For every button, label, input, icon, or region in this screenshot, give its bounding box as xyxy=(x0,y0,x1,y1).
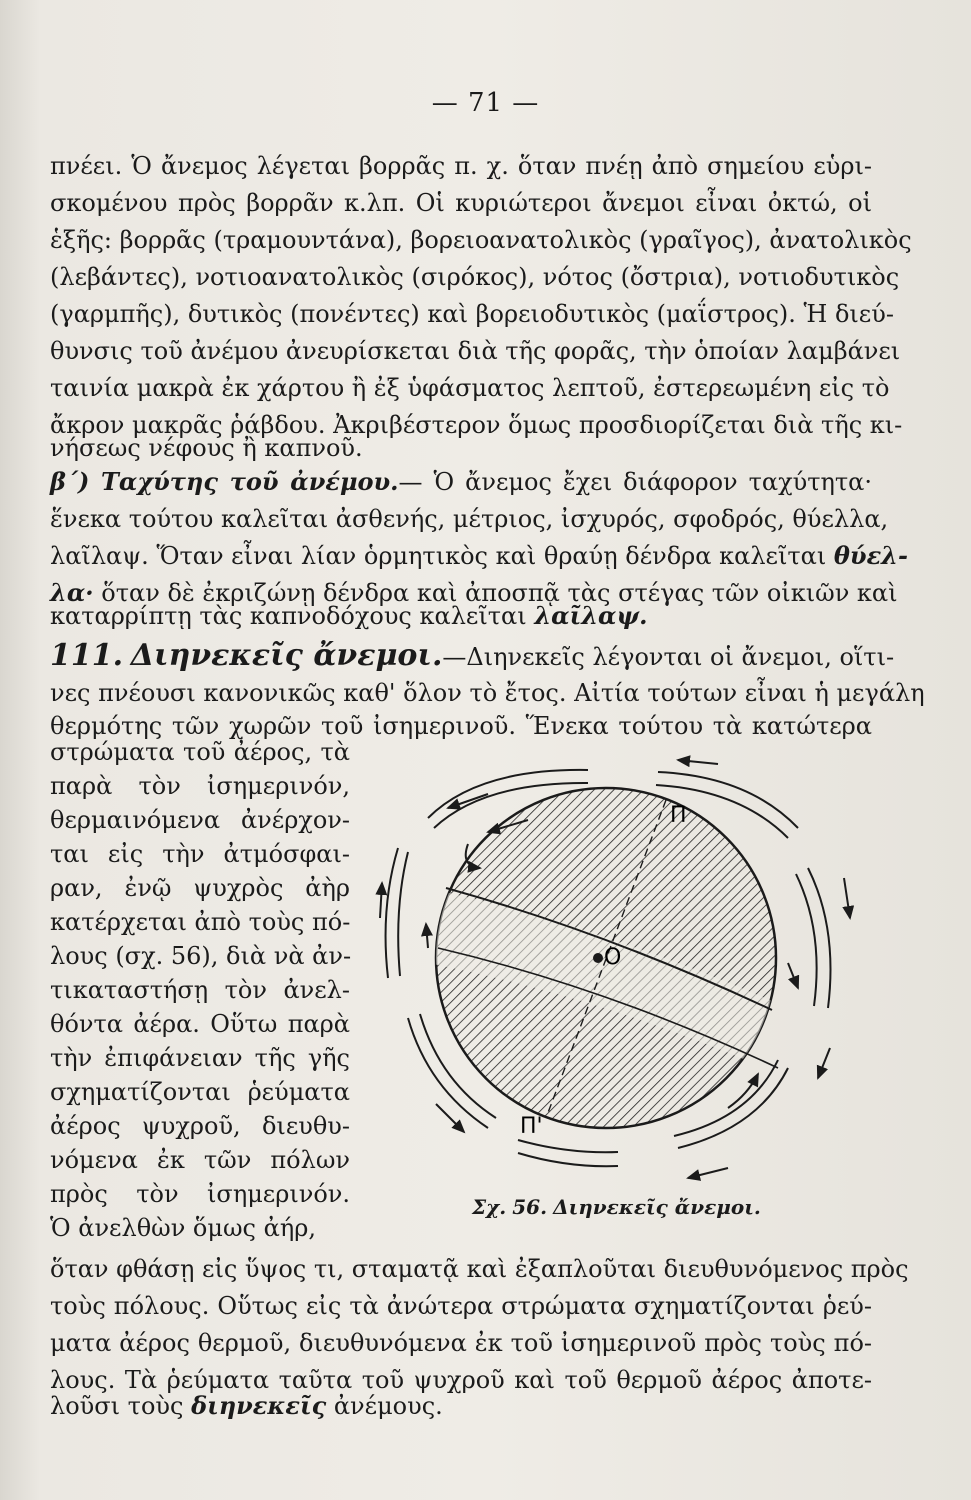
narrow-line: θόντα ἀέρα. Οὕτω παρὰ xyxy=(50,1010,350,1038)
narrow-line: κατέρχεται ἀπὸ τοὺς πό- xyxy=(50,908,351,936)
narrow-line: σχηματίζονται ῥεύματα xyxy=(50,1078,350,1106)
speed-line-3: λαῖλαψ. Ὅταν εἶναι λίαν ὁρμητικὸς καὶ θραύῃ δένδρα καλεῖται θύελ- xyxy=(50,541,908,570)
label-south: Π' xyxy=(520,1114,543,1139)
text-line: ταινία μακρὰ ἐκ χάρτου ἢ ἐξ ὑφάσματος λεπτοῦ, ἐστερεωμένη εἰς τὸ xyxy=(50,374,890,402)
narrow-line: ται εἰς τὴν ἀτμόσφαι- xyxy=(50,840,350,868)
speed-line-5: καταρρίπτῃ τὰς καπνοδόχους καλεῖται λαῖλαψ. xyxy=(50,601,648,630)
narrow-line: τικαταστήσῃ τὸν ἀνελ- xyxy=(50,976,350,1004)
text-line: θυνσις τοῦ ἀνέμου ἀνευρίσκεται διὰ τῆς φορᾶς, τὴν ὁποίαν λαμβάνει xyxy=(50,337,901,365)
text-line: σκομένου πρὸς βορρᾶν κ.λπ. Οἱ κυριώτεροι ἄνεμοι εἶναι ὀκτώ, οἱ xyxy=(50,189,872,217)
wind-circulation-diagram xyxy=(368,748,888,1188)
section-heading-line: 111. Διηνεκεῖς ἄνεμοι.—Διηνεκεῖς λέγονται οἱ ἄνεμοι, οἵτι- xyxy=(50,638,895,673)
text-line: ὅταν φθάσῃ εἰς ὕψος τι, σταματᾷ καὶ ἐξαπλοῦται διευθυνόμενος πρὸς xyxy=(50,1255,909,1283)
section-title: Διηνεκεῖς ἄνεμοι. xyxy=(130,638,443,673)
speed-line-1: β΄) Ταχύτης τοῦ ἀνέμου.— Ὁ ἄνεμος ἔχει διάφορον ταχύτητα· xyxy=(50,467,872,496)
narrow-line: θερμαινόμενα ἀνέρχον- xyxy=(50,806,350,834)
page-number: — 71 — xyxy=(431,88,540,118)
text-line: ἄκρον μακρᾶς ῥάβδου. Ἀκριβέστερον ὅμως προσδιορίζεται διὰ τῆς κι- xyxy=(50,411,903,439)
section-number: 111. xyxy=(50,638,124,673)
narrow-line: πρὸς τὸν ἰσημερινόν. xyxy=(50,1180,350,1208)
text-line: νήσεως νέφους ἢ καπνοῦ. xyxy=(50,434,363,462)
text-line: θερμότης τῶν χωρῶν τοῦ ἰσημερινοῦ. Ἕνεκα τούτου τὰ κατώτερα xyxy=(50,712,872,740)
text-line: πνέει. Ὁ ἄνεμος λέγεται βορρᾶς π. χ. ὅταν πνέῃ ἀπὸ σημείου εὑρι- xyxy=(50,152,872,180)
speed-line-4: λα· ὅταν δὲ ἐκριζώνῃ δένδρα καὶ ἀποσπᾷ τὰς στέγας τῶν οἰκιῶν καὶ xyxy=(50,578,898,607)
text-line: ματα ἀέρος θερμοῦ, διευθυνόμενα ἐκ τοῦ ἰσημερινοῦ πρὸς τοὺς πό- xyxy=(50,1329,872,1357)
label-center: Ο xyxy=(604,945,622,970)
narrow-line: λους (σχ. 56), διὰ νὰ ἀν- xyxy=(50,942,352,970)
last-line: λοῦσι τοὺς διηνεκεῖς ἀνέμους. xyxy=(50,1391,443,1420)
text-line: λους. Τὰ ῥεύματα ταῦτα τοῦ ψυχροῦ καὶ τοῦ θερμοῦ ἀέρος ἀποτε- xyxy=(50,1366,872,1394)
text-line: νες πνέουσι κανονικῶς καθ' ὅλον τὸ ἔτος. Αἰτία τούτων εἶναι ἡ μεγάλη xyxy=(50,679,925,707)
text-line: ἑξῆς: βορρᾶς (τραμουντάνα), βορειοανατολικὸς (γραῖγος), ἀνατολικὸς xyxy=(50,226,912,254)
speed-heading: β΄) Ταχύτης τοῦ ἀνέμου. xyxy=(50,467,399,496)
narrow-line: Ὁ ἀνελθὼν ὅμως ἀήρ, xyxy=(50,1214,316,1242)
narrow-line: ραν, ἐνῷ ψυχρὸς ἀὴρ xyxy=(50,874,350,902)
label-north: Π xyxy=(670,803,687,828)
narrow-line: τὴν ἐπιφάνειαν τῆς γῆς xyxy=(50,1044,350,1072)
text-line: τοὺς πόλους. Οὕτως εἰς τὰ ἀνώτερα στρώματα σχηματίζονται ῥεύ- xyxy=(50,1292,872,1320)
text-line: ἕνεκα τούτου καλεῖται ἀσθενής, μέτριος, ἰσχυρός, σφοδρός, θύελλα, xyxy=(50,505,889,533)
text-line: (γαρμπῆς), δυτικὸς (πονέντες) καὶ βορειοδυτικὸς (μαΐστρος). Ἡ διεύ- xyxy=(50,300,894,328)
narrow-line: παρὰ τὸν ἰσημερινόν, xyxy=(50,772,350,800)
narrow-line: ἀέρος ψυχροῦ, διευθυ- xyxy=(50,1112,350,1140)
figure-caption: Σχ. 56. Διηνεκεῖς ἄνεμοι. xyxy=(472,1195,761,1219)
text-line: (λεβάντες), νοτιοανατολικὸς (σιρόκος), νότος (ὄστρια), νοτιοδυτικὸς xyxy=(50,263,900,291)
narrow-line: νόμενα ἐκ τῶν πόλων xyxy=(50,1146,350,1174)
narrow-line: στρώματα τοῦ ἀέρος, τὰ xyxy=(50,738,350,766)
